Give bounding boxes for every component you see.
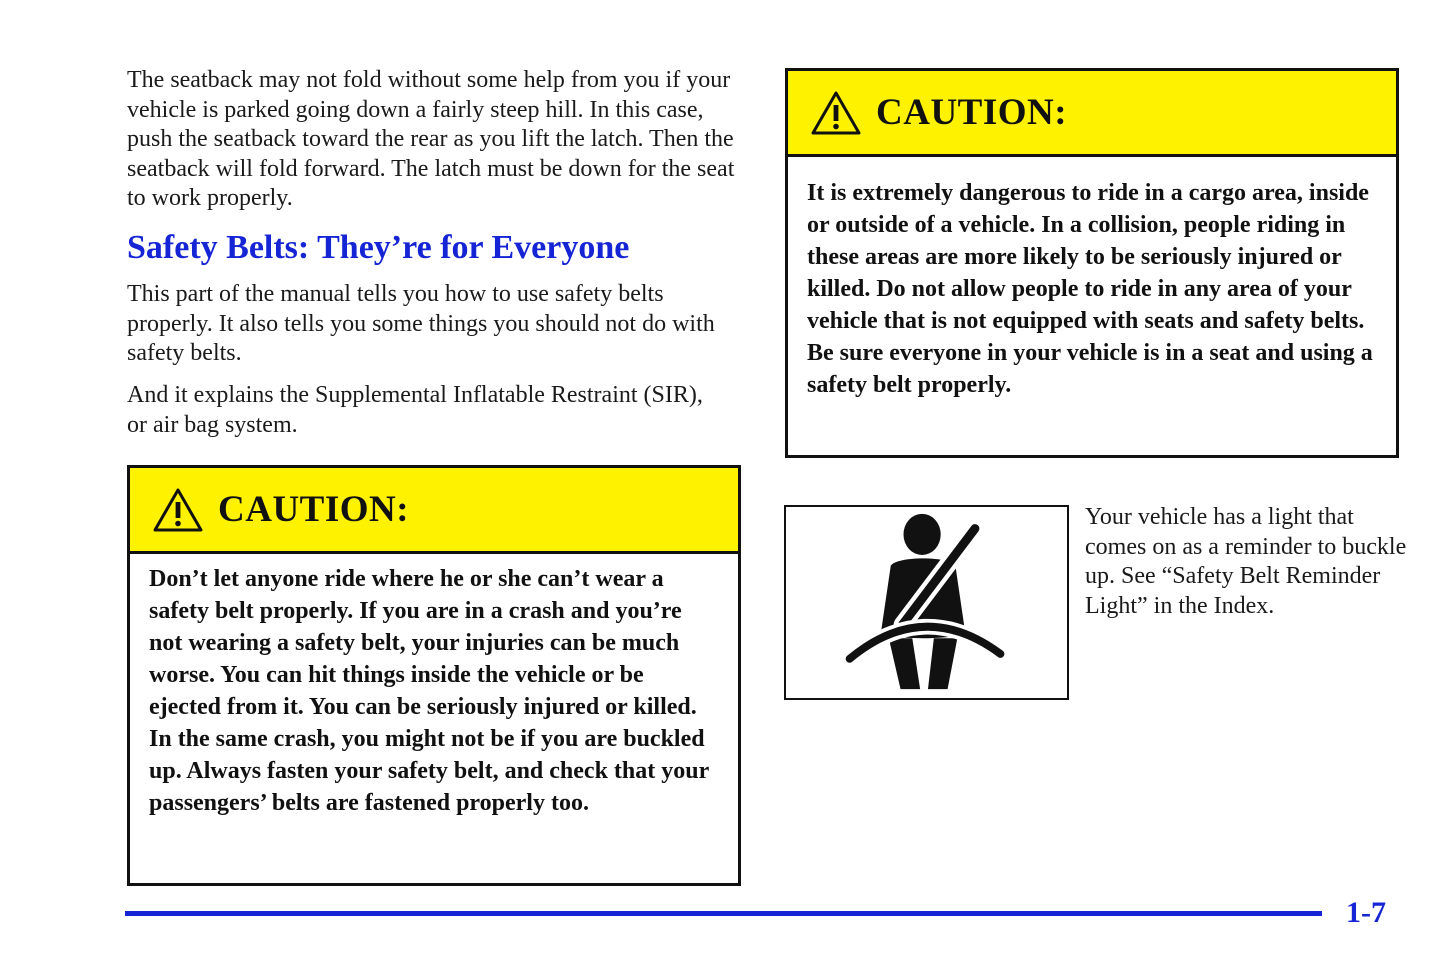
seatback-paragraph: The seatback may not fold without some help from you if your vehicle is parked going down a fairly steep hill. In this case, push the seatback toward the rear as you lift the latch. Then the seatback will fold forward. The latch must be down for the seat to work properly. bbox=[127, 67, 735, 211]
caution-header bbox=[130, 468, 738, 554]
belt-reminder-figure bbox=[784, 505, 1069, 700]
page-heading: Safety Belts: They’re for Everyone bbox=[127, 229, 630, 266]
caution-header bbox=[788, 71, 1396, 157]
caution-box-left bbox=[127, 465, 741, 886]
footer-rule bbox=[125, 911, 1322, 916]
warning-triangle-icon bbox=[810, 90, 862, 136]
caution-title: CAUTION: bbox=[218, 489, 410, 530]
safety-belt-reminder-icon bbox=[786, 507, 1067, 698]
warning-triangle-icon bbox=[152, 487, 204, 533]
page-number: 1-7 bbox=[1346, 896, 1386, 929]
caution-title: CAUTION: bbox=[876, 92, 1068, 133]
sir-paragraph: And it explains the Supplemental Inflatable Restraint (SIR), or air bag system. bbox=[127, 382, 703, 438]
intro-paragraph: This part of the manual tells you how to use safety belts properly. It also tells you some things you should not do with safety belts. bbox=[127, 281, 715, 366]
caution-body-text: Don’t let anyone ride where he or she can’t wear a safety belt properly. If you are in a crash and you’re not wearing a safety belt, your injuries can be much worse. You can hit things inside the vehicle or be ejected from it. You can be seriously injured or killed. In the same crash, you might not be if you are buckled up. Always fasten your safety belt, and check that your passengers’ belts are fastened properly too. bbox=[149, 566, 709, 816]
caution-box-right bbox=[785, 68, 1399, 458]
caution-body-text: It is extremely dangerous to ride in a cargo area, inside or outside of a vehicle. In a collision, people riding in these areas are more likely to be seriously injured or killed. Do not allow people to ride in any area of your vehicle that is not equipped with seats and safety belts. Be sure everyone in your vehicle is in a seat and using a safety belt properly. bbox=[807, 180, 1373, 398]
reminder-text: Your vehicle has a light that comes on as a reminder to buckle up. See “Safety Belt Reminder Light” in the Index. bbox=[1085, 504, 1407, 619]
